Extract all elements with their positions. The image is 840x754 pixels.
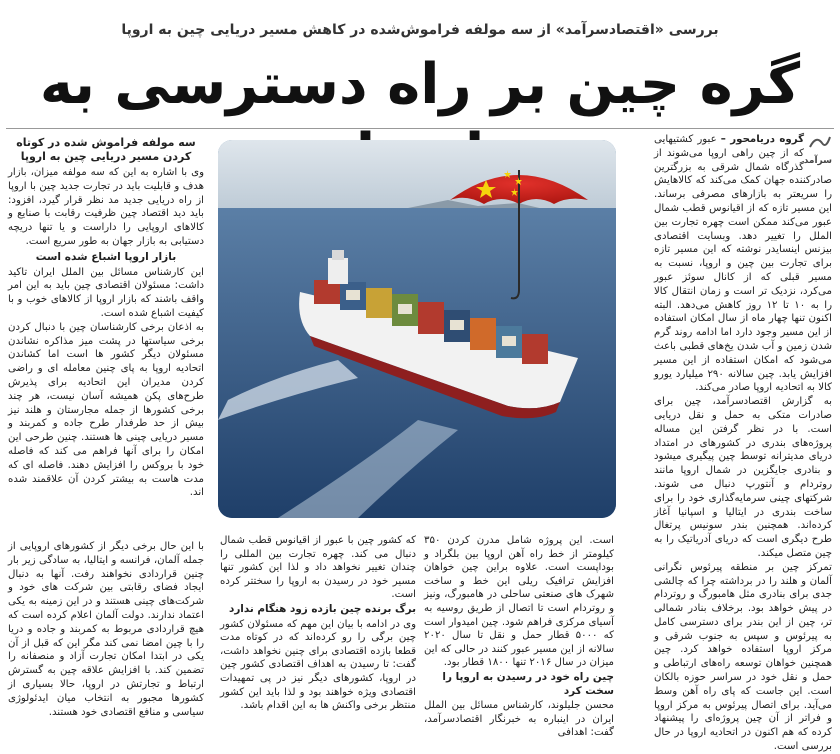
paragraph: به اذعان برخی کارشناسان چین با دنبال کردن برخی سیاستها در پشت میز مذاکره نشاندن مسئولان دیگر کشور ها است اما کشاندن اتحادیه اروپا به پای چنین معامله ای و راضی کردن مدیران این اتحادیه برای پذیرش طرح‌های پکن همیشه آسان نیست، هر چند برخی کشورها از جمله مجارستان و هلند نیز بیش از حد طرفدار طرح جاده و کمربند و مسیر دریایی چینی ها هستند. چنین طرحی این امکان را برای آنها فراهم می کند که فاصله خود با بروکس را افزایش دهند. فاصله ای که مدت هاست به بیشتر کردن آن علاقمند شده اند. <box>8 321 204 499</box>
article-kicker: بررسی «اقتصادسرآمد» از سه مولفه فراموش‌شده در کاهش مسیر دریایی چین به اروپا <box>121 22 719 38</box>
right-column <box>654 133 832 754</box>
paragraph: است. این پروژه شامل مدرن کردن ۳۵۰ کیلومتر از خط راه آهن اروپا بین بلگراد و بوداپست است. علاوه براین چین خواهان افزایش ترافیک ریلی این خط و ساخت شهرک های صنعتی ساحلی در هامبورگ، ونیز و روتردام است تا اتصال از طریق روسیه به آسیای مرکزی فراهم شود. چین امیدوار است که ۵۰۰۰ قطار حمل و نقل تا سال ۲۰۲۰ سالانه از این مسیر عبور کنند در حالی که این میزان در سال ۲۰۱۶ تنها ۱۸۰۰ قطار بود. <box>424 535 614 669</box>
paragraph: با این حال برخی دیگر از کشورهای اروپایی از جمله آلمان، فرانسه و ایتالیا، به سادگی زیر بار چنین قراردادی نخواهند رفت. آنها به دنبال ایجاد فضای رقابتی بین شرکت های خود و شرکت‌های چینی هستند و در این زمینه به یکی اعتماد ندارند. دولت آلمان اعلام کرده است که هیچ قراردادی مربوط به کمربند و جاده و دریا را با چین امضا نمی کند مگر این که قبل از آن یکی در ابتدا امکان تجارت آزاد و منصفانه را تضمین کند. با افزایش علاقه چین به گسترش ارتباط و تجارتش در اروپا، حالا بسیاری از کشورها مجبور به انتخاب میان ایدئولوژی سیاسی و منافع اقتصادی خود هستند. <box>8 541 204 718</box>
header-divider <box>6 128 834 129</box>
paragraph: وی در ادامه با بیان این مهم که مسئولان کشور چین برگی را رو کرده‌اند که در کوتاه مدت قطعا بازده اقتصادی برای چنین نخواهد داشت، گفت: تا رسیدن به اهداف اقتصادی کشور چین در اروپا، کشورهای دیگر نیز در پی تمهیدات اقتصادی ویژه خواهند بود و لذا باید این کشور منتظر برخی واکنش ها به این اقدام باشد. <box>219 618 416 712</box>
paragraph: تمرکز چین بر منطقه پیرئوس نگرانی آلمان و هلند را در برداشته چرا که چالشی جدی برای بنادری مثل هامبورگ و روتردام در پیش خواهد بود. برخلاف بنادر شمالی تر، چین از این بندر برای دسترسی کامل به پیرئوس و سپس به جنوب شرقی و مرکز اروپا استفاده خواهد کرد. چین همچنین خواهان توسعه راه‌های ارتباطی و حمل و نقل خود در سراسر حوزه بالکان است. این جاست که پای راه آهن وسط می‌آید. برای اتصال پیرئوس به مرکز اروپا و فراتر از آن چین پروژه‌ای را پیشنهاد کرده که هم اکنون در اتحادیه اروپا در حال بررسی است. <box>654 561 832 753</box>
logo-text: سرآمد <box>803 156 832 166</box>
logo-mark-icon <box>808 133 832 151</box>
paragraph: که کشور چین با عبور از اقیانوس قطب شمال دنبال می کند. چهره تجارت بین المللی را چندان تغییر نخواهد داد و لذا این کشور تنها مسیر خود در رسیدن به اروپا را سختتر کرده است. <box>220 535 416 601</box>
section-title: سه مولفه فراموش شده در کوتاه کردن مسیر دریایی چین به اروپا <box>16 136 196 163</box>
paragraph: این کارشناس مسائل بین الملل ایران تاکید داشت: مسئولان اقتصادی چین باید به این امر واقف باشند که بازار اروپا از کالاهای خوب و با کیفیت اشباع شده است. <box>8 266 204 319</box>
subheading: بازار اروپا اشباع شده است <box>35 250 177 263</box>
subheading: چین راه خود در رسیدن به اروپا را سخت کرد <box>442 670 614 697</box>
article-headline: گره چین بر راه دسترسی به <box>39 52 801 117</box>
subheading: برگ برنده چین بازده زود هنگام ندارد <box>228 602 416 615</box>
left-column-bottom <box>8 540 204 719</box>
left-column <box>8 136 204 500</box>
paragraph: به گزارش اقتصادسرآمد، چین برای صادرات متکی به حمل و نقل دریایی است. با در نظر گرفتن این مساله پروژه‌های بندری در کشورهای در امتداد دریای مدیترانه توسط چین پیگیری میشود و بنادری جایگزین در شمال اروپا مانند روتردام و آنتورپ دنبال می شوند. شرکتهای چینی سرمایه‌گذاری خود را برای ساخت بندری در ایتالیا و اسپانیا آغاز کرده‌اند. همچنین بندر سونیس پرتغال طرح دیگری است که دریای آدریاتیک را به چین متصل میکند. <box>654 396 832 559</box>
cargo-ship-umbrella-illustration <box>218 140 616 518</box>
publication-logo <box>803 133 832 166</box>
paragraph: وی با اشاره به این که سه مولفه میزان، بازار هدف و قابلیت باید در تجارت جدید چین با اروپا از راه دریایی جدید مد نظر قرار گیرد، افزود: باید دید اقتصاد چین ظرفیت رقابت با صنایع و کالاهای اروپایی را داراست و یا تنها دریچه دستیابی به بازار جهان به طور سریع است. <box>8 167 204 247</box>
lead-byline: گروه دریامحور – <box>720 134 804 145</box>
article-photo <box>218 140 616 518</box>
paragraph: عبور کشتیهایی که از چین راهی اروپا می‌شوند از گذرگاه شمال شرقی به بزرگترین صادرکننده جهان کمک می‌کند که کالاهایش را سریعتر به بازارهای مصرفی برساند. این مسیر تازه که از اقیانوس قطب شمال عبور می‌کند ممکن است چهره تجارت بین الملل را تغییر دهد. وبسایت اقتصادی بیزنس اینسایدر نوشته که این مسیر تازه برای تجارت بین چین و اروپا، نسبت به مسیر قبلی که از کانال سوئز عبور می‌کرد، نزدیک تر است و زمان انتقال کالا را به ۱۰ تا ۱۲ روز کاهش می‌دهد. البته اکنون تنها چهار ماه از سال امکان استفاده از این مسیر وجود دارد اما ادامه روند گرم شدن زمین و آب شدن یخ‌های قطبی باعث می‌شود که امکان استفاده از این مسیر افزایش یابد. چین سالانه ۲۹۰ میلیارد یورو کالا به اتحادیه اروپا صادر می‌کند. <box>654 134 832 394</box>
bottom-column-1 <box>424 534 614 740</box>
bottom-column-2 <box>220 534 416 713</box>
paragraph: محسن جلیلوند، کارشناس مسائل بین الملل ایران در اینباره به خبرنگار اقتصادسرآمد، گفت: اهدافی <box>424 700 614 739</box>
